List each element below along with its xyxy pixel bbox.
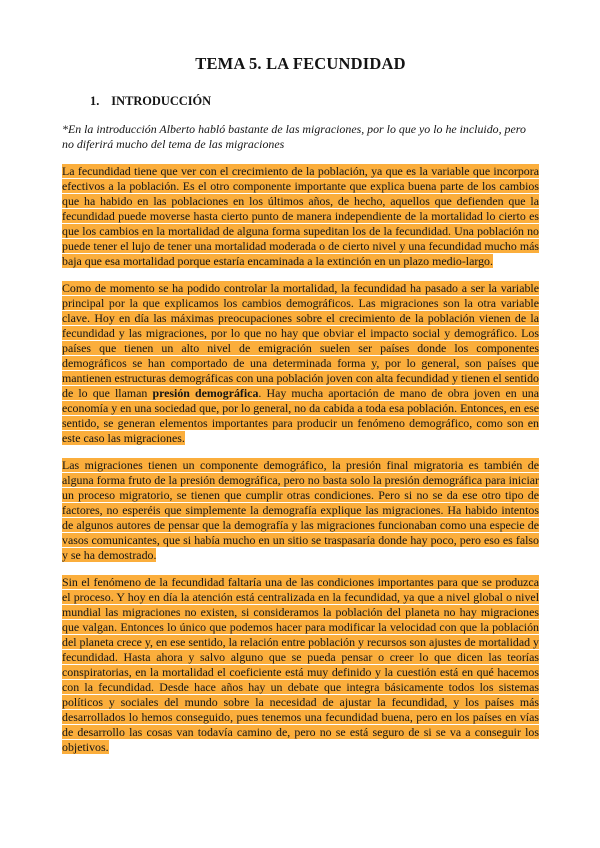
- paragraph: [62, 575, 539, 755]
- intro-note: *En la introducción Alberto habló bastante de las migraciones, por lo que yo lo he incluido, pero no diferirá mucho del tema de las migraciones: [62, 122, 526, 152]
- section-number: 1.: [90, 94, 100, 108]
- bold-text-segment: presión demográfica: [152, 386, 259, 401]
- text-segment: Sin el fenómeno de la fecundidad faltaría una de las condiciones importantes para que se produzca el proceso. Y hoy en día la atención está centralizada en la fecundidad, ya que a nivel global o nivel mundial las migraciones no existen, si consideramos la población del planeta no hay migraciones que valgan. Entonces lo único que podemos hacer para modificar la velocidad con que la población del planeta crece y, en ese sentido, la relación entre población y recursos son ajustes de mortalidad y fecundidad. Hasta ahora y salvo alguno que se pueda pensar o creer lo que dicen las teorías conspiratorias, en la mortalidad el coeficiente está muy definido y la cuestión está en qué hacemos con la fecundidad. Desde hace años hay un debate que integra básicamente todos los sistemas políticos y sociales del mundo sobre la necesidad de ajustar la fecundidad, y los países más desarrollados lo hemos conseguido, pues tenemos una fecundidad buena, pero en los países en vías de desarrollo las cosas van todavía camino de, pero no se está seguro de si se va a conseguir los objetivos.: [62, 575, 539, 755]
- text-segment: Como de momento se ha podido controlar la mortalidad, la fecundidad ha pasado a ser la variable principal por la que explicamos los cambios demográficos. Las migraciones son la otra variable clave. Hoy en día las máximas preocupaciones sobre el crecimiento de la población vienen de la fecundidad y las migraciones, por lo que no hay que obviar el impacto social y demográfico. Los países que tienen un alto nivel de emigración suelen ser países donde los componentes demográficos se han comportado de una determinada forma y, por lo general, son países que mantienen estructuras demográficas con una población joven con alta fecundidad y tienen el sentido de lo que llaman: [62, 281, 539, 401]
- paragraph: [62, 164, 539, 269]
- section-title: INTRODUCCIÓN: [111, 94, 212, 108]
- text-segment: Las migraciones tienen un componente demográfico, la presión final migratoria es también de alguna forma fruto de la presión demográfica, pero no basta solo la presión demográfica para iniciar un proceso migratorio, se tienen que cumplir otras condiciones. Pero si no se da ese otro tipo de factores, no esperéis que simplemente la demografía explique las migraciones. Ha habido intentos de algunos autores de pensar que la demografía y las migraciones funcionaban como una especie de vasos comunicantes, que si había mucho en un sitio se traspasaría donde hay poco, pero eso es falso y se ha demostrado.: [62, 458, 539, 563]
- paragraph: [62, 458, 539, 563]
- paragraph: [62, 281, 539, 446]
- text-segment: . Hay mucha aportación de mano de obra joven en una economía y en una sociedad que, por lo general, no da cabida a toda esa población. Entonces, en ese sentido, se generan elementos importantes para producir un fenómeno demográfico, como son en este caso las migraciones.: [62, 386, 539, 446]
- paragraphs-container: [62, 164, 539, 755]
- document-title: TEMA 5. LA FECUNDIDAD: [195, 54, 406, 73]
- text-segment: La fecundidad tiene que ver con el crecimiento de la población, ya que es la variable que incorpora efectivos a la población. Es el otro componente importante que explica buena parte de los cambios que ha habido en las poblaciones en los últimos años, de hecho, aquellos que defienden que la fecundidad puede moverse hasta cierto punto de manera independiente de la mortalidad lo cierto es que los cambios en la mortalidad de alguna forma supeditan los de la fecundidad. Una población no puede tener el lujo de tener una mortalidad moderada o de cierto nivel y una fecundidad mucho más baja que esa mortalidad porque estaría encaminada a la extinción en un plazo medio-largo.: [62, 164, 539, 269]
- section-heading: [90, 94, 539, 109]
